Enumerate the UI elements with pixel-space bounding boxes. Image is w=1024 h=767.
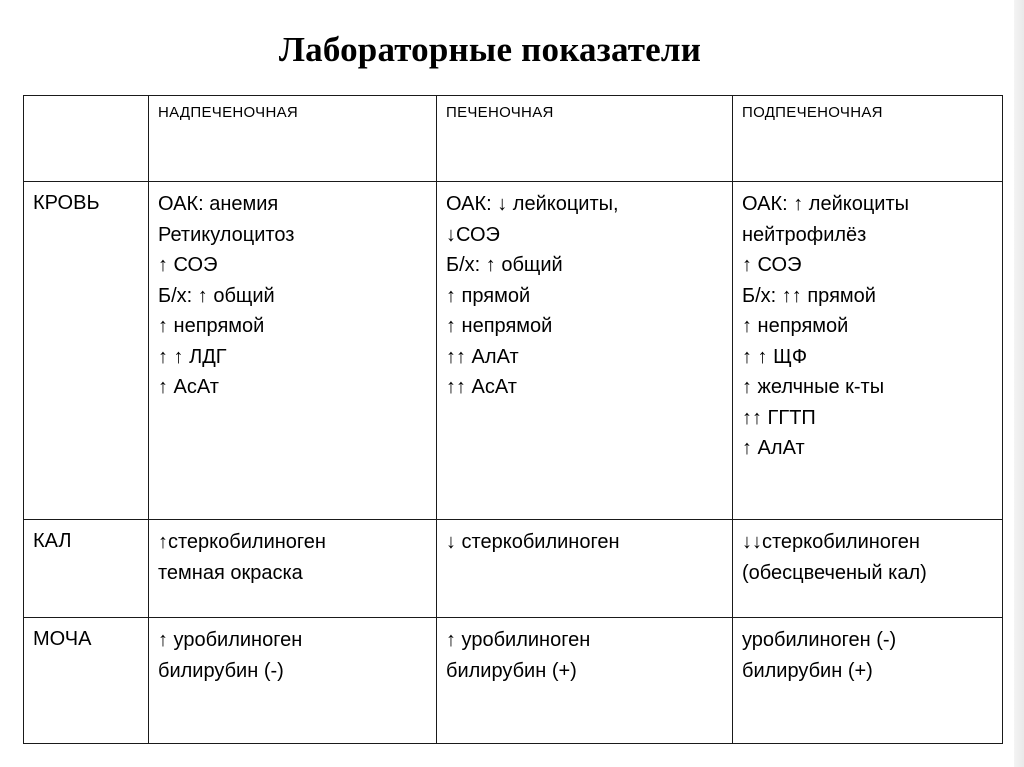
cell-line: билирубин (+) — [446, 659, 577, 682]
header-cell-empty — [24, 96, 149, 182]
row-label-cell — [24, 182, 149, 520]
cell-line: ↑↑ АсАт — [446, 376, 517, 398]
header-cell-hepatic — [437, 96, 733, 182]
data-cell — [149, 182, 437, 520]
cell-line: ↓↓стеркобилиноген — [742, 531, 920, 553]
header-row — [24, 96, 1003, 182]
lab-table — [23, 95, 1003, 744]
header-cell-prehepatic — [149, 96, 437, 182]
cell-line: ↑ непрямой — [446, 315, 553, 337]
cell-text — [733, 182, 1002, 464]
row-label-cell — [24, 618, 149, 744]
cell-text — [149, 182, 436, 403]
data-cell — [437, 520, 733, 618]
cell-line: ↑ непрямой — [158, 315, 265, 337]
cell-line: ↑ ↑ ЩФ — [742, 345, 808, 368]
cell-text — [733, 520, 1002, 588]
cell-line: билирубин (-) — [158, 659, 284, 682]
cell-line: ↑ уробилиноген — [158, 629, 303, 651]
cell-line: ↑ СОЭ — [742, 254, 802, 276]
data-cell — [733, 618, 1003, 744]
row-blood — [24, 182, 1003, 520]
cell-line: ↑ СОЭ — [158, 254, 218, 276]
data-cell — [733, 182, 1003, 520]
cell-line: Б/х: ↑ общий — [446, 254, 563, 276]
header-cell-posthepatic — [733, 96, 1003, 182]
cell-line: ↑ непрямой — [742, 315, 849, 337]
cell-line: ↑ прямой — [446, 284, 531, 307]
cell-line: ↑ ↑ ЛДГ — [158, 345, 227, 368]
data-cell — [149, 520, 437, 618]
cell-text — [149, 520, 436, 588]
header-label: ПОДПЕЧЕНОЧНАЯ — [742, 104, 883, 121]
cell-line: нейтрофилёз — [742, 223, 867, 246]
cell-text — [149, 618, 436, 686]
cell-line: (обесцвеченый кал) — [742, 561, 927, 584]
row-label: КАЛ — [33, 530, 72, 552]
cell-line: Ретикулоцитоз — [158, 223, 295, 246]
header-label: ПЕЧЕНОЧНАЯ — [446, 104, 554, 121]
row-stool — [24, 520, 1003, 618]
cell-line: Б/х: ↑ общий — [158, 284, 275, 307]
row-label-cell — [24, 520, 149, 618]
page-title: Лабораторные показатели — [278, 30, 702, 69]
row-label: КРОВЬ — [33, 192, 100, 214]
slide-edge — [1014, 0, 1024, 767]
cell-line: ОАК: ↑ лейкоциты — [742, 193, 910, 215]
cell-line: ↑ уробилиноген — [446, 629, 591, 651]
cell-text — [733, 618, 1002, 686]
row-urine — [24, 618, 1003, 744]
cell-line: ↓СОЭ — [446, 223, 500, 246]
data-cell — [149, 618, 437, 744]
data-cell — [437, 618, 733, 744]
cell-line: ОАК: анемия — [158, 193, 279, 215]
row-label: МОЧА — [33, 628, 92, 650]
cell-text — [437, 520, 732, 558]
header-label: НАДПЕЧЕНОЧНАЯ — [158, 104, 299, 121]
cell-line: ↑ АлАт — [742, 437, 805, 459]
cell-line: ↓ стеркобилиноген — [446, 531, 620, 553]
cell-text — [437, 182, 732, 403]
cell-text — [437, 618, 732, 686]
cell-line: Б/х: ↑↑ прямой — [742, 284, 876, 307]
cell-line: темная окраска — [158, 561, 303, 584]
data-cell — [733, 520, 1003, 618]
cell-line: ↑ АсАт — [158, 376, 219, 398]
cell-line: билирубин (+) — [742, 659, 873, 682]
cell-line: уробилиноген (-) — [742, 629, 897, 651]
cell-line: ↑ желчные к-ты — [742, 376, 885, 398]
cell-line: ↑стеркобилиноген — [158, 531, 326, 553]
header-label — [24, 96, 148, 104]
cell-line: ↑↑ ГГТП — [742, 406, 816, 429]
data-cell — [437, 182, 733, 520]
cell-line: ОАК: ↓ лейкоциты, — [446, 193, 619, 215]
cell-line: ↑↑ АлАт — [446, 345, 519, 368]
